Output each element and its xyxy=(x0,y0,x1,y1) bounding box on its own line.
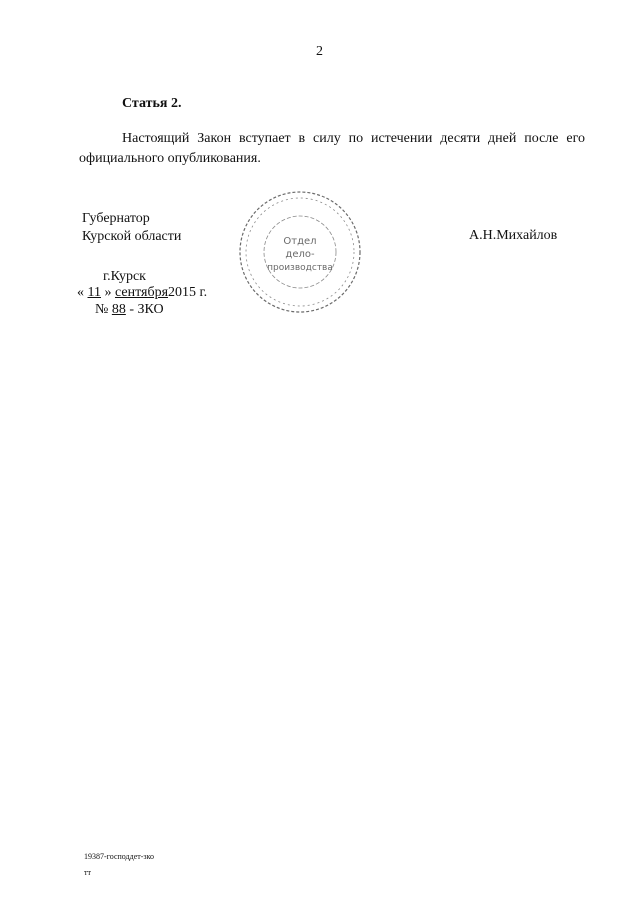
article-text: Настоящий Закон вступает в силу по истечении десяти дней после его официального опубликования. xyxy=(79,131,585,166)
official-stamp xyxy=(236,188,364,316)
signatory-name: А.Н.Михайлов xyxy=(469,228,558,243)
issue-city: г.Курск xyxy=(103,269,146,284)
page-number: 2 xyxy=(316,44,323,59)
number-value: 88 xyxy=(111,302,126,317)
document-initials: тт xyxy=(84,868,91,877)
signatory-title xyxy=(82,210,181,246)
issue-date xyxy=(77,285,207,301)
stamp-center-line3: производства xyxy=(267,263,333,273)
date-day: 11 xyxy=(87,285,101,300)
document-code: 19387-господдет-зко xyxy=(84,852,155,861)
date-close-quote: » xyxy=(104,285,112,300)
date-open-quote: « xyxy=(77,285,84,300)
stamp-center-line2: дело- xyxy=(285,249,315,260)
signatory-title-line1: Губернатор xyxy=(82,211,150,226)
article-heading: Статья 2. xyxy=(122,96,182,111)
stamp-center-line1: Отдел xyxy=(283,236,317,247)
signatory-title-line2: Курской области xyxy=(82,229,182,244)
date-year: 2015 г. xyxy=(168,285,208,300)
law-number xyxy=(95,302,164,318)
date-month: сентября xyxy=(114,285,169,300)
number-suffix: - ЗКО xyxy=(129,302,164,317)
number-prefix: № xyxy=(95,302,109,317)
